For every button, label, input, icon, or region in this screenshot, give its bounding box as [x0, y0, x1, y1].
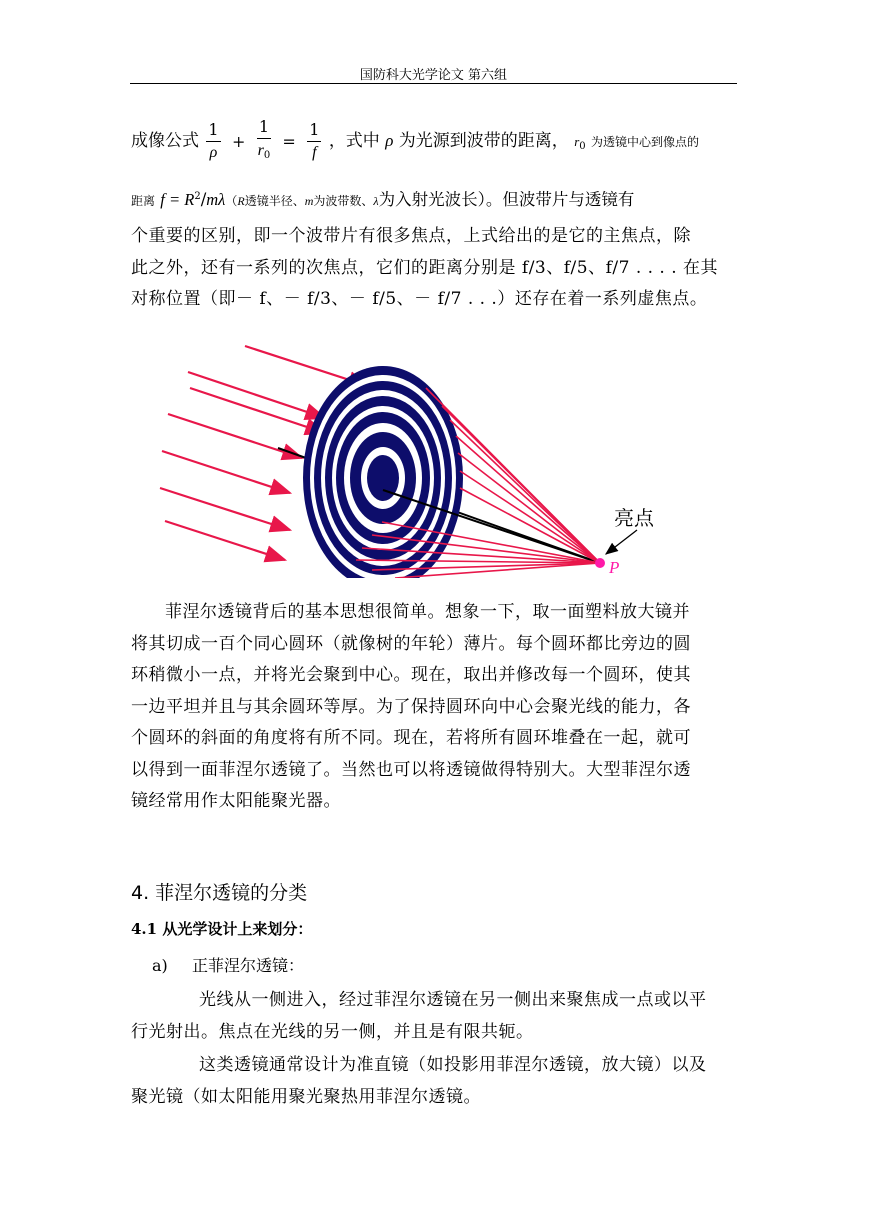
converging-ray — [458, 453, 600, 563]
line2-sup2: 2 — [194, 191, 201, 202]
frac2-num: 1 — [257, 118, 271, 139]
incoming-ray — [162, 451, 290, 493]
frac2-den-sub: 0 — [263, 150, 271, 161]
paragraph-lens-uses — [131, 1050, 737, 1113]
list-item-a-label: a) — [152, 956, 168, 975]
zone-plate — [303, 366, 463, 578]
list-item-a — [152, 953, 304, 976]
converging-ray — [456, 436, 600, 563]
para2-line2: 将其切成一百个同心圆环（就像树的年轮）薄片。每个圆环都比旁边的圆 — [131, 633, 691, 654]
focal-point — [595, 558, 605, 568]
r0-symbol: r — [574, 134, 580, 149]
incoming-ray — [168, 414, 302, 458]
r0-sub: 0 — [579, 141, 586, 152]
paragraph-positive-lens — [131, 985, 737, 1048]
line2-R: R — [237, 194, 245, 208]
frac1-num: 1 — [206, 121, 220, 142]
line2-lambda: λ — [373, 194, 379, 208]
formula-text-c: 为透镜中心到像点的 — [591, 135, 700, 149]
bright-spot-arrow — [606, 530, 637, 554]
subsection-heading-4-1: 4.1 从光学设计上来划分： — [131, 920, 313, 938]
focal-distance-line — [131, 186, 737, 212]
zone-plate-figure — [150, 338, 670, 578]
frac3-num: 1 — [307, 121, 321, 142]
rho-symbol: ρ — [385, 131, 394, 150]
para2-line6: 以得到一面菲涅尔透镜了。当然也可以将透镜做得特别大。大型菲涅尔透 — [131, 759, 691, 780]
equals-sign: = — [282, 131, 296, 151]
line2-d: 为波带数、 — [313, 194, 374, 208]
para4-line1 — [131, 1050, 737, 1082]
incoming-ray — [160, 488, 290, 530]
formula-line — [131, 118, 737, 165]
para3-line1-text: 光线从一侧进入，经过菲涅尔透镜在另一侧出来聚焦成一点或以平 — [199, 990, 707, 1010]
para2-line4: 一边平坦并且与其余圆环等厚。为了保持圆环向中心会聚光线的能力，各 — [131, 696, 691, 717]
para2-line3: 环稍微小一点，并将光会聚到中心。现在，取出并修改每一个圆环，使其 — [131, 665, 691, 685]
line2-slash: / — [200, 190, 207, 209]
line2-m: m — [304, 194, 314, 208]
formula-text-b: 为光源到波带的距离， — [398, 131, 569, 151]
section-heading-4: 4. 菲涅尔透镜的分类 — [131, 882, 308, 904]
para2-line5: 个圆环的斜面的角度将有所不同。现在，若将所有圆环堆叠在一起，就可 — [131, 728, 691, 748]
header-rule — [130, 83, 737, 84]
point-p-label: P — [609, 558, 620, 577]
line2-e: 为入射光波长）。但波带片与透镜有 — [378, 190, 635, 209]
frac3-den: f — [312, 144, 317, 161]
converging-ray — [460, 488, 600, 563]
frac1-den: ρ — [209, 144, 218, 161]
para4-line1-text: 这类透镜通常设计为准直镜（如投影用菲涅尔透镜，放大镜）以及 — [199, 1055, 707, 1075]
fraction-1-over-rho — [206, 121, 220, 162]
para1-line1: 个重要的区别，即一个波带片有很多焦点，上式给出的是它的主焦点，除 — [131, 226, 691, 246]
line2-c: 透镜半径、 — [244, 194, 305, 208]
paragraph-focal-points — [131, 221, 737, 316]
formula-text-a: ，式中 — [328, 131, 380, 151]
para1-line3: 对称位置（即－ f、－ f/3、－ f/5、－ f/7 . . .）还存在着一系列虚焦点。 — [131, 289, 708, 309]
incoming-ray — [165, 521, 285, 560]
para1-line2: 此之外，还有一系列的次焦点，它们的距离分别是 f/3、f/5、f/7 . . . . 在其 — [131, 257, 719, 278]
list-item-a-title: 正菲涅尔透镜： — [192, 956, 305, 975]
line2-a: 距离 — [131, 194, 156, 208]
fraction-1-over-r0 — [257, 118, 271, 165]
para3-line2: 行光射出。焦点在光线的另一侧，并且是有限共轭。 — [131, 1021, 534, 1042]
plus-sign: + — [232, 131, 246, 151]
frac2-den — [257, 139, 271, 165]
line2-mlambda: mλ — [206, 190, 226, 209]
para2-line7: 镜经常用作太阳能聚光器。 — [131, 791, 341, 811]
para2-line1 — [131, 597, 737, 629]
formula-lead: 成像公式 — [131, 131, 199, 151]
para4-line2: 聚光镜（如太阳能用聚光聚热用菲涅尔透镜。 — [131, 1086, 481, 1107]
frac2-den-r: r — [257, 142, 264, 159]
paragraph-fresnel-idea — [131, 597, 737, 818]
line2-f-eq: f = R — [160, 190, 195, 209]
para3-line1 — [131, 985, 737, 1017]
bright-spot-label: 亮点 — [614, 506, 654, 530]
converging-ray — [450, 420, 600, 563]
para2-line1-text: 菲涅尔透镜背后的基本思想很简单。想象一下，取一面塑料放大镜并 — [165, 602, 690, 622]
running-header: 国防科大光学论文 第六组 — [359, 68, 508, 83]
fraction-1-over-f — [307, 121, 321, 162]
line2-b: （ — [225, 194, 238, 208]
